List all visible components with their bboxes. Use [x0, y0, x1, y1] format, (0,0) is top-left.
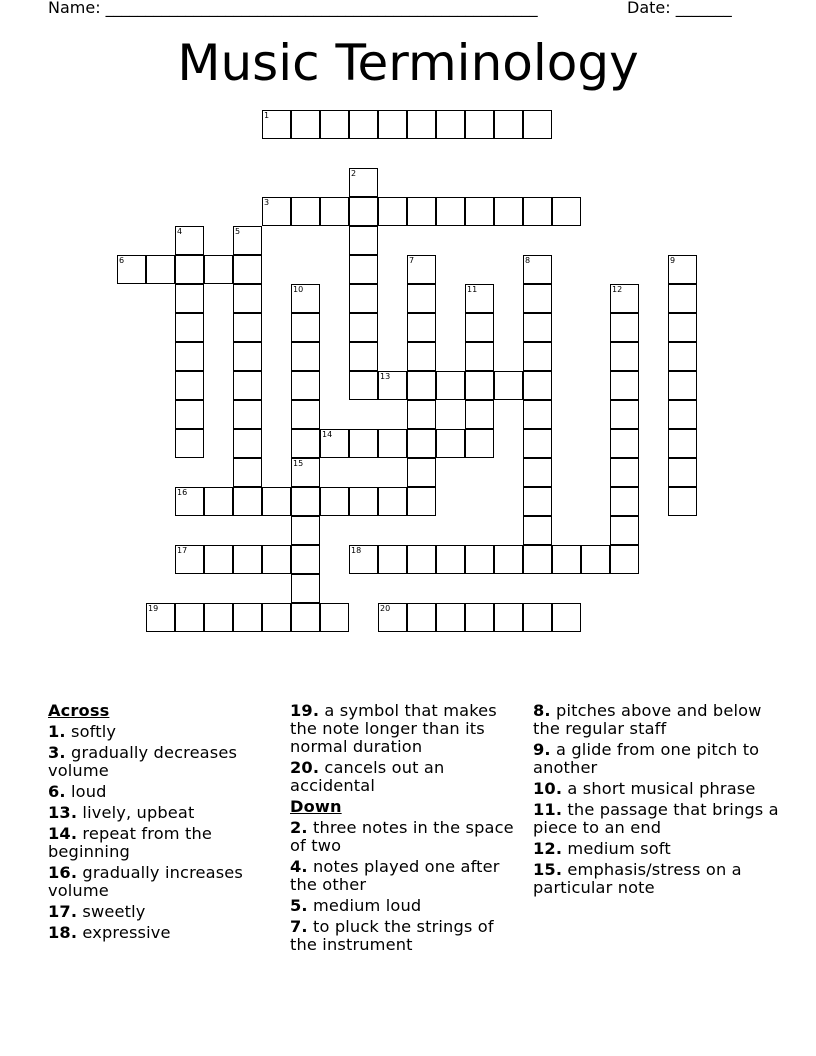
clue-across-13 — [48, 804, 283, 822]
cell-number: 14 — [322, 430, 333, 439]
grid-cell[interactable] — [610, 313, 639, 342]
grid-cell[interactable] — [407, 400, 436, 429]
grid-cell[interactable] — [146, 603, 175, 632]
clue-text: notes played one after the other — [290, 857, 500, 894]
clue-down-12 — [533, 840, 793, 858]
cell-number: 4 — [177, 227, 183, 236]
clue-across-19 — [290, 702, 525, 756]
clue-number: 9. — [533, 740, 551, 759]
grid-cell[interactable] — [494, 603, 523, 632]
clue-number: 14. — [48, 824, 78, 843]
grid-cell[interactable] — [407, 545, 436, 574]
grid-cell[interactable] — [668, 458, 697, 487]
grid-cell[interactable] — [465, 429, 494, 458]
clue-text: gradually decreases volume — [48, 743, 238, 780]
clue-number: 10. — [533, 779, 563, 798]
grid-cell[interactable] — [552, 603, 581, 632]
cell-number: 18 — [351, 546, 362, 555]
clue-column-2 — [290, 702, 525, 957]
grid-cell[interactable] — [291, 487, 320, 516]
grid-cell[interactable] — [436, 429, 465, 458]
grid-cell[interactable] — [668, 342, 697, 371]
grid-cell[interactable] — [378, 197, 407, 226]
grid-cell[interactable] — [233, 603, 262, 632]
grid-cell[interactable] — [233, 487, 262, 516]
clue-number: 2. — [290, 818, 308, 837]
grid-cell[interactable] — [233, 429, 262, 458]
grid-cell[interactable] — [349, 487, 378, 516]
grid-cell[interactable] — [494, 197, 523, 226]
grid-cell[interactable] — [523, 516, 552, 545]
grid-cell[interactable] — [349, 429, 378, 458]
grid-cell[interactable] — [378, 371, 407, 400]
grid-cell[interactable] — [204, 255, 233, 284]
grid-cell[interactable] — [407, 429, 436, 458]
grid-cell[interactable] — [378, 110, 407, 139]
grid-cell[interactable] — [668, 255, 697, 284]
grid-cell[interactable] — [291, 574, 320, 603]
grid-cell[interactable] — [175, 284, 204, 313]
clue-number: 7. — [290, 917, 308, 936]
clue-text: softly — [65, 722, 117, 741]
clue-text: loud — [65, 782, 107, 801]
grid-cell[interactable] — [523, 371, 552, 400]
grid-cell[interactable] — [291, 284, 320, 313]
clue-text: lively, upbeat — [77, 803, 195, 822]
cell-number: 9 — [670, 256, 676, 265]
clue-down-4 — [290, 858, 525, 894]
grid-cell[interactable] — [175, 371, 204, 400]
grid-cell[interactable] — [407, 371, 436, 400]
grid-cell[interactable] — [175, 603, 204, 632]
grid-cell[interactable] — [233, 284, 262, 313]
grid-cell[interactable] — [349, 255, 378, 284]
grid-cell[interactable] — [668, 371, 697, 400]
clue-across-6 — [48, 783, 283, 801]
grid-cell[interactable] — [494, 110, 523, 139]
grid-cell[interactable] — [465, 603, 494, 632]
grid-cell[interactable] — [610, 371, 639, 400]
grid-cell[interactable] — [233, 342, 262, 371]
grid-cell[interactable] — [523, 545, 552, 574]
grid-cell[interactable] — [175, 487, 204, 516]
clue-down-9 — [533, 741, 793, 777]
clue-number: 12. — [533, 839, 563, 858]
grid-cell[interactable] — [349, 284, 378, 313]
cell-number: 6 — [119, 256, 125, 265]
grid-cell[interactable] — [291, 516, 320, 545]
grid-cell[interactable] — [610, 284, 639, 313]
clue-number: 19. — [290, 701, 320, 720]
grid-cell[interactable] — [407, 313, 436, 342]
grid-cell[interactable] — [523, 110, 552, 139]
grid-cell[interactable] — [668, 284, 697, 313]
grid-cell[interactable] — [436, 197, 465, 226]
clue-text: three notes in the space of two — [290, 818, 514, 855]
across-heading: Across — [48, 701, 110, 720]
clue-text: gradually increases volume — [48, 863, 243, 900]
grid-cell[interactable] — [668, 400, 697, 429]
grid-cell[interactable] — [465, 342, 494, 371]
grid-cell[interactable] — [610, 487, 639, 516]
clue-across-3 — [48, 744, 283, 780]
clue-text: a glide from one pitch to another — [533, 740, 760, 777]
clue-across-18 — [48, 924, 283, 942]
grid-cell[interactable] — [349, 110, 378, 139]
grid-cell[interactable] — [552, 545, 581, 574]
grid-cell[interactable] — [291, 371, 320, 400]
grid-cell[interactable] — [523, 197, 552, 226]
cell-number: 7 — [409, 256, 415, 265]
clue-down-5 — [290, 897, 525, 915]
grid-cell[interactable] — [494, 371, 523, 400]
grid-cell[interactable] — [233, 400, 262, 429]
clue-text: medium loud — [307, 896, 422, 915]
clue-number: 20. — [290, 758, 320, 777]
grid-cell[interactable] — [175, 342, 204, 371]
grid-cell[interactable] — [581, 545, 610, 574]
clue-number: 11. — [533, 800, 563, 819]
cell-number: 19 — [148, 604, 159, 613]
clue-column-1 — [48, 702, 283, 945]
grid-cell[interactable] — [668, 429, 697, 458]
grid-cell[interactable] — [262, 487, 291, 516]
clue-text: cancels out an accidental — [290, 758, 445, 795]
grid-cell[interactable] — [668, 487, 697, 516]
grid-cell[interactable] — [523, 255, 552, 284]
date-field-label: Date: _______ — [627, 0, 732, 17]
grid-cell[interactable] — [291, 458, 320, 487]
grid-cell[interactable] — [494, 545, 523, 574]
grid-cell[interactable] — [465, 545, 494, 574]
grid-cell[interactable] — [175, 255, 204, 284]
clue-number: 8. — [533, 701, 551, 720]
grid-cell[interactable] — [233, 371, 262, 400]
grid-cell[interactable] — [523, 458, 552, 487]
grid-cell[interactable] — [465, 197, 494, 226]
grid-cell[interactable] — [175, 226, 204, 255]
grid-cell[interactable] — [436, 110, 465, 139]
grid-cell[interactable] — [349, 168, 378, 197]
clue-text: expressive — [77, 923, 171, 942]
grid-cell[interactable] — [291, 400, 320, 429]
cell-number: 1 — [264, 111, 270, 120]
clue-text: medium soft — [562, 839, 671, 858]
clue-down-7 — [290, 918, 525, 954]
clue-text: a short musical phrase — [562, 779, 756, 798]
grid-cell[interactable] — [465, 110, 494, 139]
grid-cell[interactable] — [320, 487, 349, 516]
grid-cell[interactable] — [233, 458, 262, 487]
clue-text: to pluck the strings of the instrument — [290, 917, 494, 954]
grid-cell[interactable] — [407, 284, 436, 313]
clue-column-3 — [533, 702, 793, 900]
grid-cell[interactable] — [291, 110, 320, 139]
grid-cell[interactable] — [175, 313, 204, 342]
grid-cell[interactable] — [407, 255, 436, 284]
grid-cell[interactable] — [262, 603, 291, 632]
clue-down-2 — [290, 819, 525, 855]
name-field-label: Name: ______________________________________________________ — [48, 0, 538, 17]
grid-cell[interactable] — [204, 545, 233, 574]
page-title: Music Terminology — [177, 34, 639, 92]
grid-cell[interactable] — [610, 400, 639, 429]
clue-down-10 — [533, 780, 793, 798]
grid-cell[interactable] — [610, 342, 639, 371]
grid-cell[interactable] — [523, 313, 552, 342]
clue-across-17 — [48, 903, 283, 921]
grid-cell[interactable] — [523, 487, 552, 516]
clue-across-14 — [48, 825, 283, 861]
clue-text: a symbol that makes the note longer than its normal duration — [290, 701, 497, 756]
grid-cell[interactable] — [204, 603, 233, 632]
cell-number: 2 — [351, 169, 357, 178]
grid-cell[interactable] — [175, 545, 204, 574]
clue-text: sweetly — [77, 902, 146, 921]
clue-number: 3. — [48, 743, 66, 762]
grid-cell[interactable] — [291, 313, 320, 342]
grid-cell[interactable] — [262, 110, 291, 139]
grid-cell[interactable] — [523, 342, 552, 371]
clue-across-20 — [290, 759, 525, 795]
clue-number: 15. — [533, 860, 563, 879]
grid-cell[interactable] — [320, 603, 349, 632]
clue-number: 13. — [48, 803, 78, 822]
cell-number: 16 — [177, 488, 188, 497]
grid-cell[interactable] — [204, 487, 233, 516]
cell-number: 13 — [380, 372, 391, 381]
grid-cell[interactable] — [436, 371, 465, 400]
grid-cell[interactable] — [610, 429, 639, 458]
grid-cell[interactable] — [291, 342, 320, 371]
grid-cell[interactable] — [407, 458, 436, 487]
clue-number: 16. — [48, 863, 78, 882]
cell-number: 5 — [235, 227, 241, 236]
grid-cell[interactable] — [349, 313, 378, 342]
grid-cell[interactable] — [610, 545, 639, 574]
grid-cell[interactable] — [291, 545, 320, 574]
grid-cell[interactable] — [146, 255, 175, 284]
grid-cell[interactable] — [349, 342, 378, 371]
clue-number: 6. — [48, 782, 66, 801]
grid-cell[interactable] — [175, 429, 204, 458]
grid-cell[interactable] — [291, 197, 320, 226]
grid-cell[interactable] — [523, 603, 552, 632]
grid-cell[interactable] — [523, 284, 552, 313]
grid-cell[interactable] — [523, 429, 552, 458]
cell-number: 3 — [264, 198, 270, 207]
clue-down-11 — [533, 801, 793, 837]
clue-text: repeat from the beginning — [48, 824, 212, 861]
grid-cell[interactable] — [407, 342, 436, 371]
clue-across-16 — [48, 864, 283, 900]
grid-cell[interactable] — [552, 197, 581, 226]
grid-cell[interactable] — [233, 545, 262, 574]
clue-number: 1. — [48, 722, 66, 741]
clue-text: pitches above and below the regular staff — [533, 701, 762, 738]
grid-cell[interactable] — [407, 110, 436, 139]
clue-text: the passage that brings a piece to an end — [533, 800, 779, 837]
grid-cell[interactable] — [407, 603, 436, 632]
grid-cell[interactable] — [320, 110, 349, 139]
grid-cell[interactable] — [610, 516, 639, 545]
grid-cell[interactable] — [349, 197, 378, 226]
grid-cell[interactable] — [378, 429, 407, 458]
grid-cell[interactable] — [668, 313, 697, 342]
grid-cell[interactable] — [378, 603, 407, 632]
grid-cell[interactable] — [262, 197, 291, 226]
grid-cell[interactable] — [610, 458, 639, 487]
grid-cell[interactable] — [320, 197, 349, 226]
down-heading: Down — [290, 797, 342, 816]
grid-cell[interactable] — [320, 429, 349, 458]
grid-cell[interactable] — [262, 545, 291, 574]
grid-cell[interactable] — [407, 487, 436, 516]
grid-cell[interactable] — [436, 603, 465, 632]
cell-number: 10 — [293, 285, 304, 294]
grid-cell[interactable] — [465, 313, 494, 342]
grid-cell[interactable] — [117, 255, 146, 284]
grid-cell[interactable] — [291, 603, 320, 632]
cell-number: 12 — [612, 285, 623, 294]
clue-number: 18. — [48, 923, 78, 942]
grid-cell[interactable] — [349, 545, 378, 574]
grid-cell[interactable] — [436, 545, 465, 574]
clue-number: 5. — [290, 896, 308, 915]
grid-cell[interactable] — [465, 400, 494, 429]
cell-number: 20 — [380, 604, 391, 613]
clue-number: 17. — [48, 902, 78, 921]
grid-cell[interactable] — [175, 400, 204, 429]
grid-cell[interactable] — [407, 197, 436, 226]
grid-cell[interactable] — [291, 429, 320, 458]
clue-text: emphasis/stress on a particular note — [533, 860, 742, 897]
clue-number: 4. — [290, 857, 308, 876]
cell-number: 8 — [525, 256, 531, 265]
clue-down-15 — [533, 861, 793, 897]
grid-cell[interactable] — [233, 226, 262, 255]
clue-down-8 — [533, 702, 793, 738]
grid-cell[interactable] — [523, 400, 552, 429]
clue-across-1 — [48, 723, 283, 741]
grid-cell[interactable] — [349, 226, 378, 255]
cell-number: 11 — [467, 285, 478, 294]
grid-cell[interactable] — [349, 371, 378, 400]
cell-number: 15 — [293, 459, 304, 468]
grid-cell[interactable] — [233, 313, 262, 342]
grid-cell[interactable] — [465, 284, 494, 313]
grid-cell[interactable] — [233, 255, 262, 284]
grid-cell[interactable] — [465, 371, 494, 400]
cell-number: 17 — [177, 546, 188, 555]
grid-cell[interactable] — [378, 545, 407, 574]
grid-cell[interactable] — [378, 487, 407, 516]
